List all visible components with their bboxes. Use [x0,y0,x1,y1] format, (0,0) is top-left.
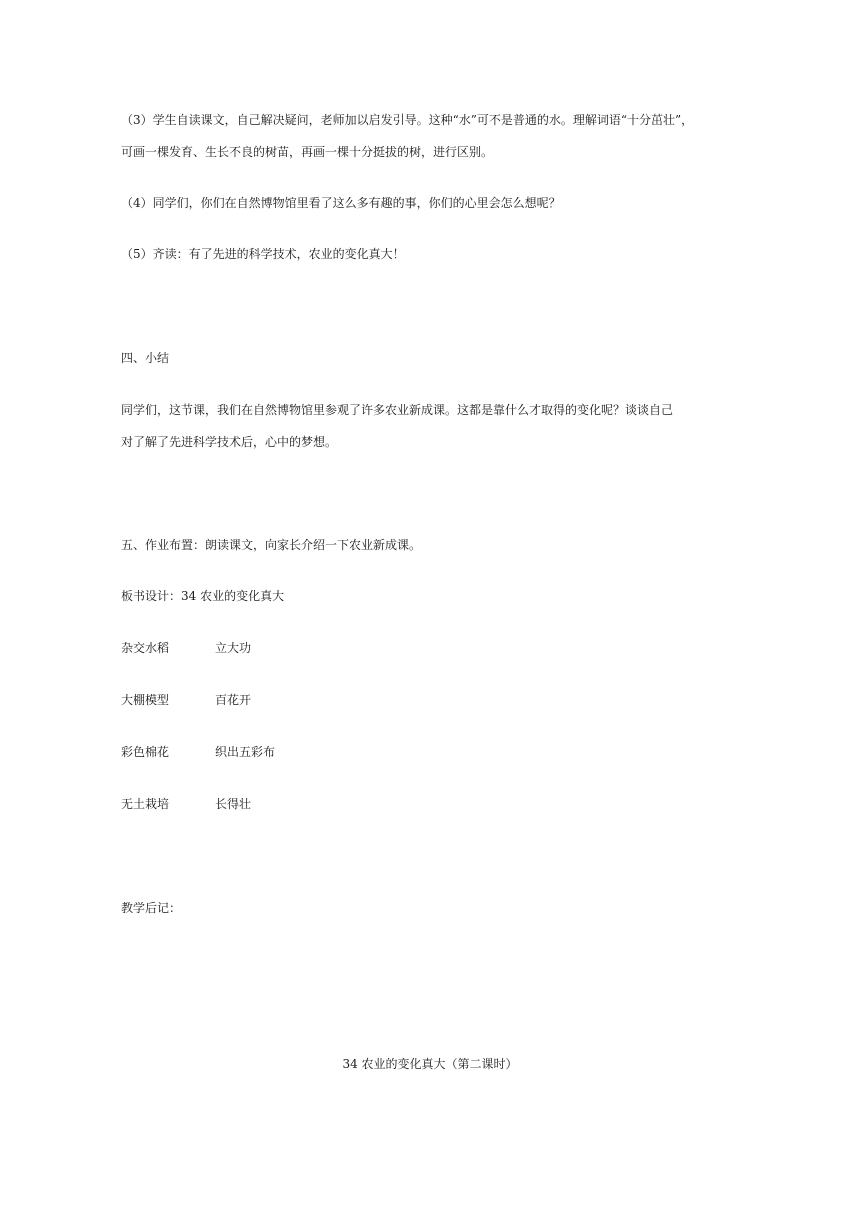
board-row-result: 立大功 [215,641,252,655]
board-row [121,744,275,760]
summary-text-line2: 对了解了先进科学技术后，心中的梦想。 [121,435,338,449]
section4-heading: 四、小结 [121,351,170,365]
step3-text-line2: 可画一棵发育、生长不良的树苗，再画一棵十分挺拔的树，进行区别。 [121,145,494,159]
board-row [121,640,251,656]
board-row-item: 彩色棉花 [121,745,170,759]
board-row [121,796,251,812]
postscript-label: 教学后记： [121,901,182,915]
board-row-result: 百花开 [215,693,252,707]
summary-text-line1: 同学们，这节课，我们在自然博物馆里参观了许多农业新成课。这都是靠什么才取得的变化呢？谈谈自己 [121,403,674,417]
step4-text: （4）同学们，你们在自然博物馆里看了这么多有趣的事，你们的心里会怎么想呢？ [121,196,561,210]
board-row-item: 杂交水稻 [121,641,170,655]
step3-text-line1: （3）学生自读课文，自己解决疑问，老师加以启发引导。这种“水”可不是普通的水。理解词语“十分茁壮”， [121,113,694,127]
board-row [121,692,251,708]
next-lesson-title: 34 农业的变化真大（第二课时） [342,1057,518,1071]
homework-text: 五、作业布置：朗读课文，向家长介绍一下农业新成课。 [121,538,422,552]
board-row-result: 长得壮 [215,797,252,811]
board-design-label: 板书设计：34 农业的变化真大 [121,589,285,603]
step5-text: （5）齐读：有了先进的科学技术，农业的变化真大！ [121,247,405,261]
board-row-item: 无土栽培 [121,797,170,811]
board-row-item: 大棚模型 [121,693,170,707]
board-row-result: 织出五彩布 [215,745,276,759]
